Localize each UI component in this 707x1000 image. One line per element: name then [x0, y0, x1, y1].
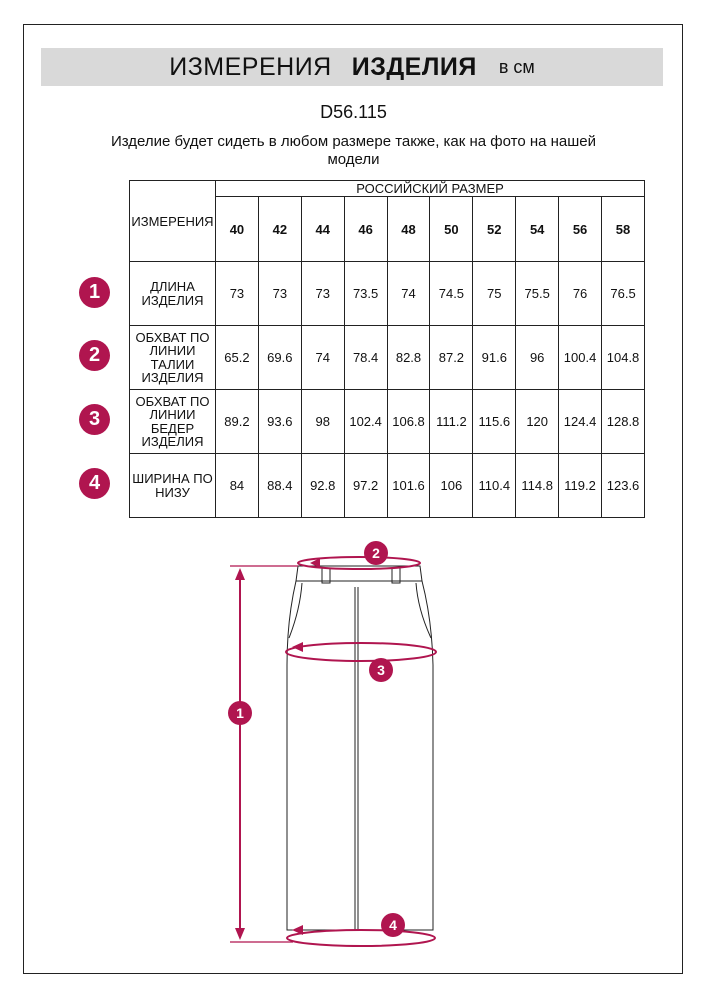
title-unit: в см	[498, 57, 535, 77]
table-cell: 106.8	[387, 390, 430, 454]
article-number: D56.115	[320, 102, 387, 122]
row-label: ШИРИНА ПО НИЗУ	[130, 454, 216, 518]
table-cell: 89.2	[216, 390, 259, 454]
table-cell: 91.6	[473, 326, 516, 390]
table-cell: 74	[387, 262, 430, 326]
table-cell: 115.6	[473, 390, 516, 454]
size-header: 54	[516, 197, 559, 262]
marker-2-label: 2	[372, 545, 380, 561]
table-cell: 100.4	[559, 326, 602, 390]
row-number-badge: 3	[79, 404, 110, 435]
table-cell: 65.2	[216, 326, 259, 390]
row-number-badge: 1	[79, 277, 110, 308]
table-cell: 104.8	[602, 326, 645, 390]
size-header: 50	[430, 197, 473, 262]
table-cell: 73	[301, 262, 344, 326]
table-cell: 76	[559, 262, 602, 326]
table-cell: 111.2	[430, 390, 473, 454]
russian-size-header: РОССИЙСКИЙ РАЗМЕР	[216, 181, 645, 197]
table-cell: 120	[516, 390, 559, 454]
table-cell: 69.6	[258, 326, 301, 390]
table-cell: 123.6	[602, 454, 645, 518]
table-cell: 73	[216, 262, 259, 326]
table-cell: 124.4	[559, 390, 602, 454]
table-cell: 106	[430, 454, 473, 518]
length-arrow-top	[235, 568, 245, 580]
table-cell: 84	[216, 454, 259, 518]
table-cell: 101.6	[387, 454, 430, 518]
table-cell: 88.4	[258, 454, 301, 518]
size-header: 58	[602, 197, 645, 262]
table-cell: 75	[473, 262, 516, 326]
marker-1-label: 1	[236, 705, 244, 721]
table-cell: 73	[258, 262, 301, 326]
marker-4	[381, 913, 405, 937]
row-number-badge: 4	[79, 468, 110, 499]
measurements-header: ИЗМЕРЕНИЯ	[130, 181, 216, 262]
table-cell: 119.2	[559, 454, 602, 518]
marker-4-label: 4	[389, 917, 397, 933]
table-cell: 92.8	[301, 454, 344, 518]
title-part-2: ИЗДЕЛИЯ	[351, 52, 477, 81]
size-header: 40	[216, 197, 259, 262]
table-cell: 128.8	[602, 390, 645, 454]
size-header: 42	[258, 197, 301, 262]
table-cell: 102.4	[344, 390, 387, 454]
title-part-1: ИЗМЕРЕНИЯ	[169, 52, 332, 81]
skirt-outline	[287, 566, 433, 930]
marker-3	[369, 658, 393, 682]
length-arrow-bottom	[235, 928, 245, 940]
marker-2	[364, 541, 388, 565]
table-cell: 87.2	[430, 326, 473, 390]
table-cell: 93.6	[258, 390, 301, 454]
size-header: 46	[344, 197, 387, 262]
table-cell: 74.5	[430, 262, 473, 326]
size-header: 56	[559, 197, 602, 262]
length-measure	[230, 566, 298, 942]
table-cell: 97.2	[344, 454, 387, 518]
fit-note: Изделие будет сидеть в любом размере также, как на фото на нашей модели	[110, 133, 597, 168]
marker-3-label: 3	[377, 662, 385, 678]
hip-arrow	[292, 642, 303, 652]
table-cell: 96	[516, 326, 559, 390]
row-label: ДЛИНА ИЗДЕЛИЯ	[130, 262, 216, 326]
size-header: 48	[387, 197, 430, 262]
hip-measure	[286, 643, 436, 661]
size-header: 52	[473, 197, 516, 262]
table-cell: 110.4	[473, 454, 516, 518]
marker-1	[228, 701, 252, 725]
size-header: 44	[301, 197, 344, 262]
table-cell: 98	[301, 390, 344, 454]
table-cell: 76.5	[602, 262, 645, 326]
table-cell: 75.5	[516, 262, 559, 326]
row-number-badge: 2	[79, 340, 110, 371]
table-cell: 114.8	[516, 454, 559, 518]
row-label: ОБХВАТ ПО ЛИНИИ БЕДЕР ИЗДЕЛИЯ	[130, 390, 216, 454]
table-cell: 78.4	[344, 326, 387, 390]
table-cell: 73.5	[344, 262, 387, 326]
table-cell: 74	[301, 326, 344, 390]
row-label: ОБХВАТ ПО ЛИНИИ ТАЛИИ ИЗДЕЛИЯ	[130, 326, 216, 390]
table-cell: 82.8	[387, 326, 430, 390]
hem-measure	[287, 930, 435, 946]
